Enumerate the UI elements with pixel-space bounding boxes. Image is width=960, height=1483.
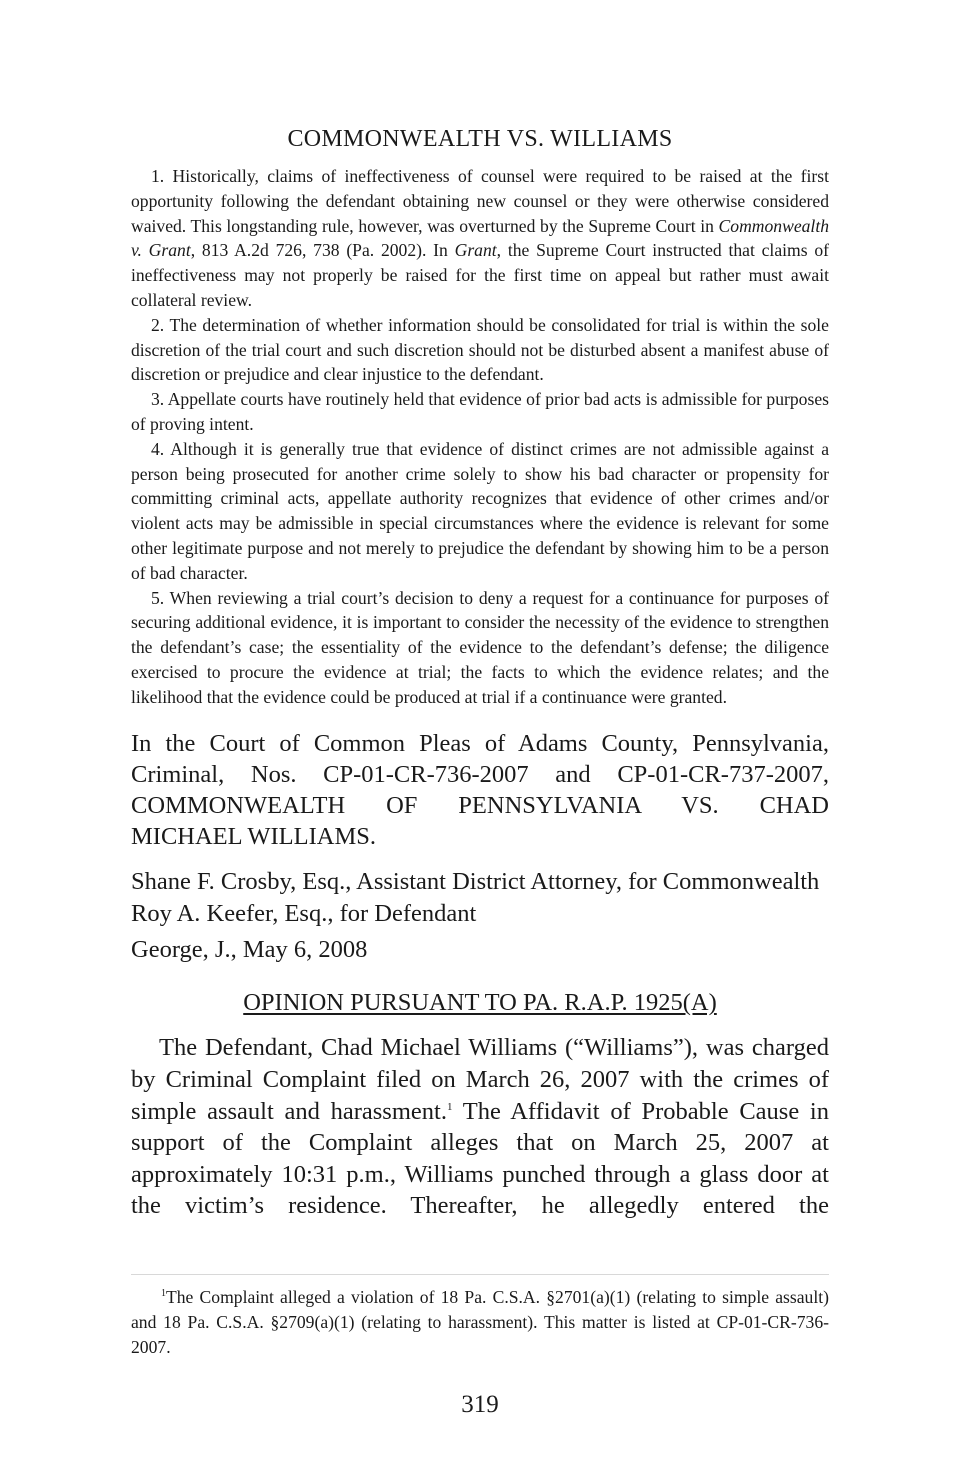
judge-line: George, J., May 6, 2008 (131, 936, 368, 964)
footnote-mark: 1 (161, 1288, 166, 1300)
caption-line: In the Court of Common Pleas of Adams County, Pennsylvania, (131, 729, 829, 757)
headnote-number: 1. (151, 166, 165, 186)
headnote (131, 437, 829, 586)
headnote-text: When reviewing a trial court’s decision to deny a request for a continuance for purposes of securing additional evidence, it is important to consider the necessity of the evidence to strengthen the defendant’s case; the essentiality of the evidence to the defendant’s defense; the diligence exercised to procure the evidence at trial; the facts to which the evidence relates; and the likelihood that the evidence could be produced at trial if a continuance were granted. (131, 587, 829, 707)
case-citation: Commonwealth v. Grant (131, 215, 829, 261)
defense-counsel: Roy A. Keefer, Esq., for Defendant (131, 900, 477, 928)
headnote-number: 2. (151, 314, 165, 335)
headnote-text: , 813 A.2d 726, 738 (Pa. 2002). In (190, 240, 455, 261)
headnote (131, 387, 829, 437)
headnote (131, 313, 829, 387)
body-text-after-note: The Affidavit of Probable Cause in support of the Complaint alleges that on March 25, 2007 at approximately 10:31 p.m., Williams punched through a glass door at the victim’s residence. Thereafter, he allegedly entered the (131, 1097, 829, 1220)
footnote-divider (131, 1274, 829, 1275)
counsel-block (131, 866, 829, 930)
case-citation: Grant (454, 240, 497, 261)
headnotes (131, 164, 829, 710)
footnote (131, 1285, 829, 1359)
page-content (131, 124, 829, 1222)
footnote-reference: 1 (446, 1100, 453, 1113)
prosecution-counsel: Shane F. Crosby, Esq., Assistant District Attorney, for Commonwealth (131, 868, 820, 896)
headnote-text: Historically, claims of ineffectiveness of counsel were required to be raised at the first opportunity following the defendant obtaining new counsel or they were otherwise considered waived. This longstanding rule, however, was overturned by the Supreme Court in (131, 166, 829, 236)
case-caption (131, 728, 829, 853)
opinion-body-paragraph (131, 1032, 829, 1222)
page-number: 319 (461, 1391, 499, 1418)
headnote-text: Appellate courts have routinely held that evidence of prior bad acts is admissible for purposes of proving intent. (131, 389, 829, 434)
footnote-text: The Complaint alleged a violation of 18 Pa. C.S.A. §2701(a)(1) (relating to simple assault) and 18 Pa. C.S.A. §2709(a)(1) (relating to harassment). This matter is listed at CP-01-CR-736-2007. (131, 1287, 829, 1357)
headnote-number: 3. (151, 389, 165, 410)
headnote-text: Although it is generally true that evidence of distinct crimes are not admissible against a person being prosecuted for another crime solely to show his bad character or propensity for committing criminal acts, appellate authority recognizes that evidence of other crimes and/or violent acts may be admissible in special circumstances where the evidence is relevant for some other legitimate purpose and not merely to prejudice the defendant by showing him to be a person of bad character. (131, 438, 829, 583)
headnote (131, 586, 829, 710)
body-text-before-note: The Defendant, Chad Michael Williams (“Williams”), was charged by Criminal Complaint filed on March 26, 2007 with the crimes of simple assault and harassment. (131, 1034, 829, 1125)
headnote (131, 164, 829, 313)
headnote-text: The determination of whether information should be consolidated for trial is within the sole discretion of the trial court and such discretion should not be disturbed absent a manifest abuse of discretion or prejudice and clear injustice to the defendant. (131, 314, 829, 385)
caption-line: MICHAEL WILLIAMS. (131, 823, 376, 851)
opinion-title: OPINION PURSUANT TO PA. R.A.P. 1925(A) (243, 989, 717, 1017)
headnote-number: 5. (151, 587, 165, 608)
headnote-number: 4. (151, 438, 165, 459)
running-head: COMMONWEALTH VS. WILLIAMS (287, 126, 673, 152)
caption-line: COMMONWEALTH OF PENNSYLVANIA VS. CHAD (131, 791, 829, 819)
caption-line: Criminal, Nos. CP-01-CR-736-2007 and CP-01-CR-737-2007, (131, 760, 829, 788)
headnote-text: , the Supreme Court instructed that claims of ineffectiveness may not properly be raised for the first time on appeal but rather must await collateral review. (131, 240, 829, 310)
